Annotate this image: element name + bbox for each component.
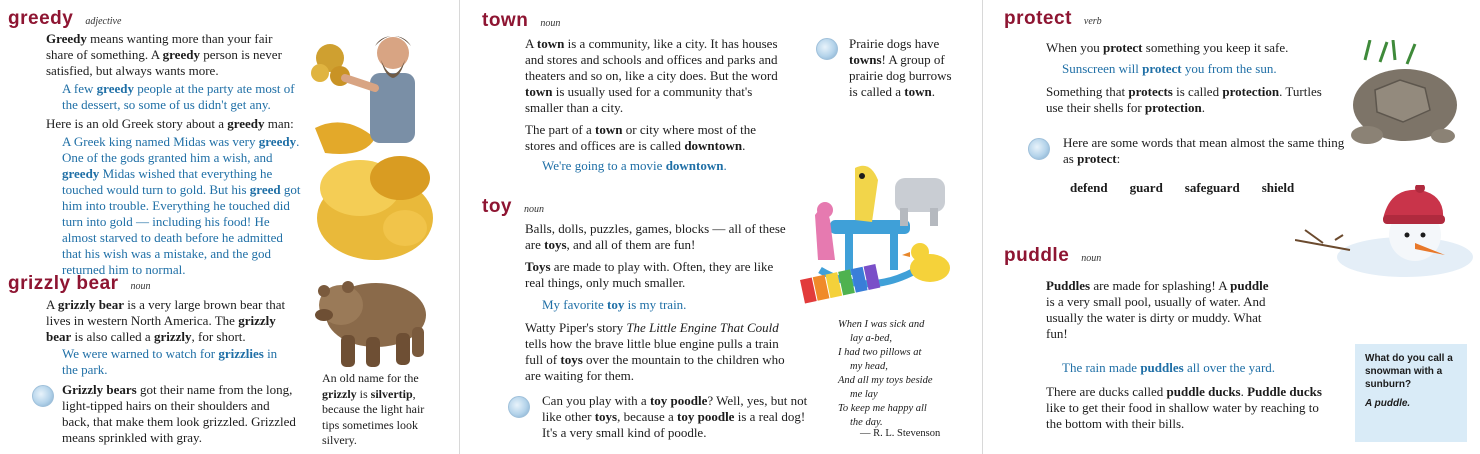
definition-greedy-1: Greedy means wanting more than your fair share of something. A greedy person is never satisfied, but always wants more. [46, 31, 282, 78]
entry-town-header [482, 10, 560, 32]
synonym-word: shield [1261, 180, 1295, 195]
part-of-speech: noun [540, 18, 561, 29]
synonym-word: safeguard [1184, 180, 1240, 195]
entry-toy-header [482, 196, 544, 218]
definition-town-1: A town is a community, like a city. It has houses and stores and schools and offices and parks and theaters and so on, like a city does. But the word town is usually used for a community that's smaller than a city. [525, 36, 778, 115]
synonym-word: guard [1129, 180, 1163, 195]
synonym-word: defend [1070, 180, 1108, 195]
riddle-box [1355, 344, 1467, 442]
headword-town: town [482, 10, 529, 31]
story-midas: A Greek king named Midas was very greedy. One of the gods granted him a wish, and greedy Midas wished that everything he touched would turn to gold. But his greed got him into trouble. Everything he touched did turn into gold — including his food! He almost starved to death before he admitted that his wish was a mistake, and the god returned him to normal. [62, 134, 301, 277]
part-of-speech: verb [1083, 16, 1102, 27]
headword-puddle: puddle [1004, 245, 1070, 266]
note-grizzly-name: Grizzly bears got their name from the long, light-tipped hairs on their shoulders and back, that make them look grizzled. Grizzled means sprinkled with gray. [62, 382, 296, 445]
definition-puddle-1: Puddles are made for splashing! A puddle is a very small pool, usually of water. And usually the water is dirty or muddy. What fun! [1046, 278, 1269, 341]
entry-greedy-header [8, 8, 121, 30]
example-town: We're going to a movie downtown. [542, 158, 727, 173]
page-divider [459, 0, 460, 454]
definition-toy-1: Balls, dolls, puzzles, games, blocks — all of these are toys, and all of them are fun! [525, 221, 786, 252]
definition-puddle-2: There are ducks called puddle ducks. Puddle ducks like to get their food in shallow water by reaching to the bottom with their bills. [1046, 384, 1322, 431]
definition-protect-2: Something that protects is called protection. Turtles use their shells for protection. [1046, 84, 1322, 115]
poem-author: — R. L. Stevenson [860, 428, 941, 439]
globe-icon [1028, 138, 1050, 160]
intro-greedy-story: Here is an old Greek story about a greedy man: [46, 116, 294, 131]
example-protect: Sunscreen will protect you from the sun. [1062, 61, 1277, 76]
example-puddle: The rain made puddles all over the yard. [1062, 360, 1276, 375]
example-greedy-1: A few greedy people at the party ate most of the dessert, so some of us didn't get any. [62, 81, 295, 112]
story-little-engine: Watty Piper's story The Little Engine That Could tells how the brave little blue engine pulls a train full of toys over the mountain to the children who are waiting for them. [525, 320, 785, 383]
king-midas-illustration [305, 28, 435, 263]
definition-town-2: The part of a town or city where most of the stores and offices are is called downtown. [525, 122, 757, 153]
turtle-illustration [1345, 40, 1465, 155]
example-toy: My favorite toy is my train. [542, 297, 687, 312]
part-of-speech: noun [130, 281, 151, 292]
riddle-question: What do you call a snowman with a sunburn? [1365, 353, 1453, 390]
melted-snowman-illustration [1295, 185, 1475, 285]
headword-toy: toy [482, 196, 512, 217]
entry-puddle-header [1004, 245, 1101, 267]
dictionary-page-middle [466, 0, 972, 454]
part-of-speech: noun [1081, 253, 1102, 264]
dictionary-page-right [990, 0, 1480, 454]
example-grizzly: We were warned to watch for grizzlies in the park. [62, 346, 278, 377]
globe-icon [508, 396, 530, 418]
globe-icon [816, 38, 838, 60]
definition-protect-1: When you protect something you keep it safe. [1046, 40, 1289, 55]
note-prairie-dog-towns: Prairie dogs have towns! A group of prairie dog burrows is called a town. [849, 36, 952, 99]
definition-toy-2: Toys are made to play with. Often, they are like real things, only much smaller. [525, 259, 774, 290]
poem-stevenson: When I was sick and lay a-bed, I had two pillows at my head, And all my toys beside me lay To keep me happy all the day. [838, 319, 933, 428]
globe-icon [32, 385, 54, 407]
part-of-speech: adjective [85, 16, 122, 27]
note-toy-poodle: Can you play with a toy poodle? Well, yes, but not like other toys, because a toy poodle is a real dog! It's a very small kind of poodle. [542, 393, 808, 440]
definition-grizzly: A grizzly bear is a very large brown bear that lives in western North America. The grizzly bear is also called a grizzly, for short. [46, 297, 286, 344]
caption-silvertip: An old name for the grizzly is silvertip, because the light hair tips sometimes look silvery. [322, 371, 425, 447]
synonym-list [1070, 180, 1294, 196]
dictionary-page-left [0, 0, 452, 454]
synonyms-intro: Here are some words that mean almost the same thing as protect: [1063, 135, 1345, 166]
page-divider [982, 0, 983, 454]
headword-grizzly-bear: grizzly bear [8, 273, 119, 294]
toys-illustration [800, 160, 970, 310]
entry-protect-header [1004, 8, 1102, 30]
headword-greedy: greedy [8, 8, 74, 29]
part-of-speech: noun [524, 204, 544, 215]
grizzly-bear-illustration [306, 265, 436, 370]
riddle-answer: A puddle. [1365, 398, 1411, 409]
entry-grizzly-header [8, 273, 151, 295]
headword-protect: protect [1004, 8, 1072, 29]
